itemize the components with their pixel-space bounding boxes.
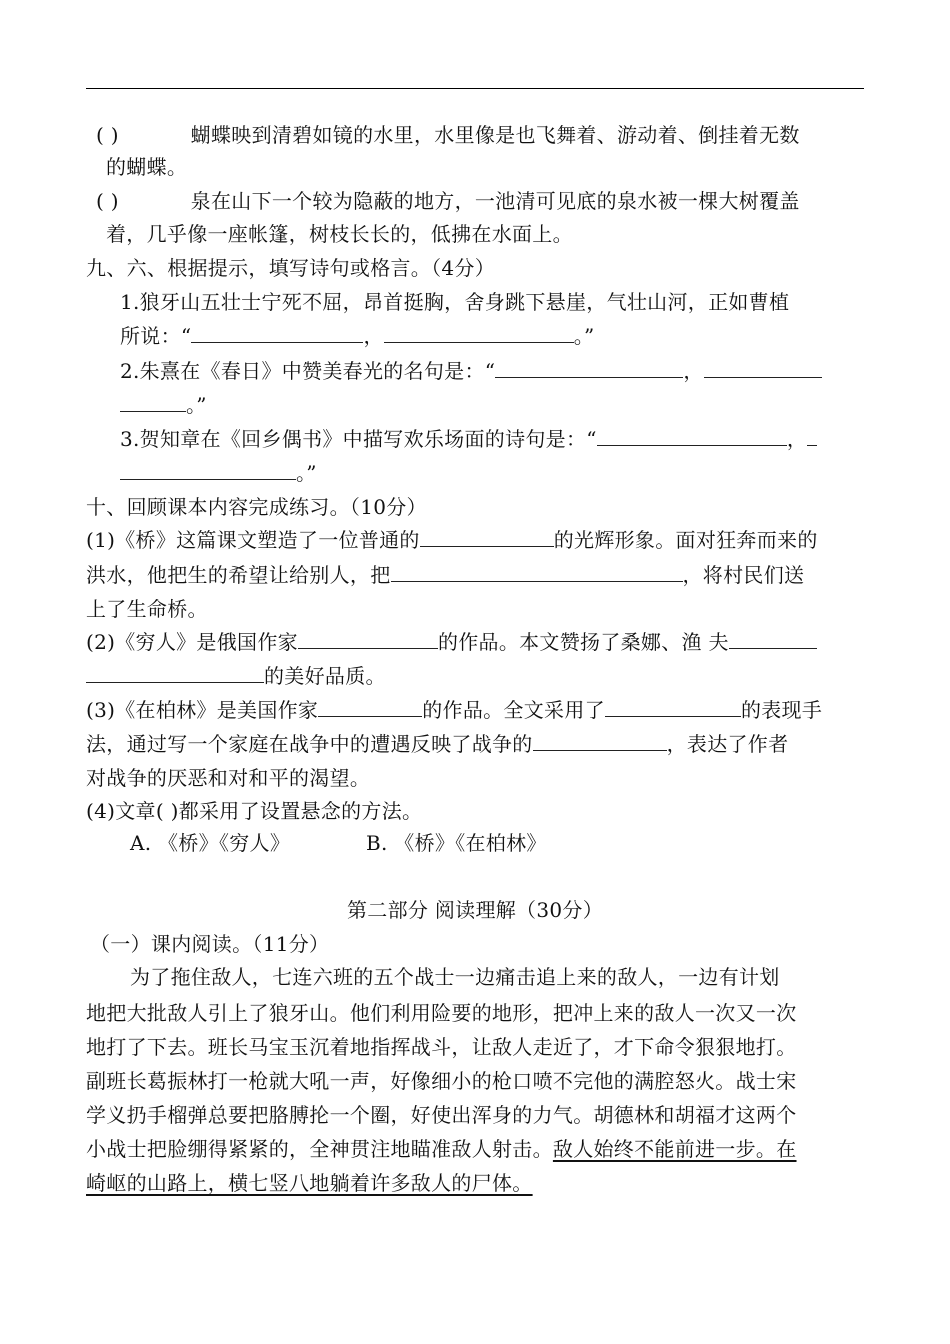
q9-item-1-line2 bbox=[120, 322, 595, 350]
q10-s3-line3: 对战争的厌恶和对和平的渴望。 bbox=[86, 766, 371, 790]
q10-s3-text: 的作品。全文采用了 bbox=[422, 698, 605, 722]
comma: ， bbox=[786, 427, 808, 451]
q9-item-3-prefix: 3.贺知章在《回乡偶书》中描写欢乐场面的诗句是：“ bbox=[120, 427, 597, 451]
answer-blank[interactable] bbox=[86, 662, 264, 683]
answer-paren: ( ) bbox=[96, 123, 119, 147]
q10-s3-text: ，表达了作者 bbox=[666, 732, 789, 756]
q10-s2 bbox=[86, 628, 817, 656]
option-a[interactable]: A. 《桥》《穷人》 bbox=[130, 831, 291, 855]
q10-s3-line2 bbox=[86, 730, 788, 758]
underlined-sentence: 敌人始终不能前进一步。在 bbox=[552, 1137, 797, 1161]
q9-item-2-line2 bbox=[120, 391, 207, 419]
answer-blank[interactable] bbox=[495, 357, 683, 378]
answer-blank[interactable] bbox=[729, 628, 817, 649]
q10-s3-text: (3)《在柏林》是美国作家 bbox=[86, 698, 319, 722]
q10-s2-text: 的作品。本文赞扬了桑娜、渔 夫 bbox=[437, 630, 729, 654]
close-quote: 。” bbox=[296, 461, 317, 485]
close-quote: 。” bbox=[573, 324, 595, 348]
q10-s2-text: (2)《穷人》是俄国作家 bbox=[86, 630, 298, 654]
q10-s3-text: 法，通过写一个家庭在战争中的遭遇反映了战争的 bbox=[86, 732, 533, 756]
underlined-sentence: 崎岖的山路上，横七竖八地躺着许多敌人的尸体。 bbox=[86, 1171, 533, 1195]
q9-item-1: 1.狼牙山五壮士宁死不屈，昂首挺胸，舍身跳下悬崖，气壮山河，正如曹植 bbox=[120, 290, 790, 314]
match-text: 蝴蝶映到清碧如镜的水里，水里像是也飞舞着、游动着、倒挂着无数 bbox=[190, 123, 800, 147]
answer-blank[interactable] bbox=[533, 730, 667, 751]
passage-line: 学义扔手榴弹总要把胳膊抡一个圈，好使出浑身的力气。胡德林和胡福才这两个 bbox=[86, 1103, 797, 1127]
q10-s1 bbox=[86, 526, 818, 554]
passage-line: 为了拖住敌人，七连六班的五个战士一边痛击追上来的敌人，一边有计划 bbox=[130, 965, 780, 989]
answer-blank[interactable] bbox=[391, 561, 683, 582]
q10-s4: (4)文章( )都采用了设置悬念的方法。 bbox=[86, 799, 423, 823]
q9-item-3-line2 bbox=[120, 459, 317, 487]
comma: ， bbox=[683, 359, 704, 383]
q10-s1-line2 bbox=[86, 561, 804, 589]
q9-item-1-prefix: 所说：“ bbox=[120, 324, 192, 348]
q10-heading: 十、回顾课本内容完成练习。（10分） bbox=[86, 495, 427, 519]
answer-blank[interactable] bbox=[318, 696, 422, 717]
answer-blank[interactable] bbox=[120, 459, 296, 480]
answer-blank[interactable] bbox=[605, 696, 741, 717]
answer-blank[interactable] bbox=[704, 357, 822, 378]
q10-s1-text: 洪水，他把生的希望让给别人，把 bbox=[86, 563, 391, 587]
q10-s1-text: ，将村民们送 bbox=[682, 563, 805, 587]
answer-blank[interactable] bbox=[298, 628, 438, 649]
match-row-1 bbox=[96, 121, 800, 149]
q10-s1-text: (1)《桥》这篇课文塑造了一位普通的 bbox=[86, 528, 420, 552]
section-heading: （一）课内阅读。（11分） bbox=[90, 932, 330, 956]
passage-line bbox=[86, 1135, 797, 1163]
answer-paren: ( ) bbox=[96, 189, 119, 213]
q10-s3 bbox=[86, 696, 822, 724]
answer-blank[interactable] bbox=[420, 526, 554, 547]
part2-title: 第二部分 阅读理解（30分） bbox=[346, 898, 603, 922]
match-text: 泉在山下一个较为隐蔽的地方，一池清可见底的泉水被一棵大树覆盖 bbox=[190, 189, 800, 213]
q10-s3-text: 的表现手 bbox=[740, 698, 823, 722]
answer-blank[interactable] bbox=[120, 391, 186, 412]
q9-item-2-prefix: 2.朱熹在《春日》中赞美春光的名句是：“ bbox=[120, 359, 496, 383]
answer-blank[interactable] bbox=[384, 322, 574, 343]
passage-text: 小战士把脸绷得紧紧的，全神贯注地瞄准敌人射击。 bbox=[86, 1137, 553, 1161]
option-b[interactable]: B. 《桥》《在柏林》 bbox=[366, 831, 547, 855]
q10-s2-line2 bbox=[86, 662, 386, 690]
match-row-1-cont: 的蝴蝶。 bbox=[106, 155, 188, 179]
q10-s2-text: 的美好品质。 bbox=[264, 664, 386, 688]
close-quote: 。” bbox=[186, 393, 207, 417]
passage-line: 副班长葛振林打一枪就大吼一声，好像细小的枪口喷不完他的满腔怒火。战士宋 bbox=[86, 1069, 797, 1093]
passage-line: 地打了下去。班长马宝玉沉着地指挥战斗，让敌人走近了，才下命令狠狠地打。 bbox=[86, 1035, 797, 1059]
passage-line: 地把大批敌人引上了狼牙山。他们利用险要的地形，把冲上来的敌人一次又一次 bbox=[86, 1001, 797, 1025]
match-row-2-cont: 着，几乎像一座帐篷，树枝长长的，低拂在水面上。 bbox=[106, 222, 573, 246]
q9-item-2 bbox=[120, 357, 822, 385]
q10-s1-text: 的光辉形象。面对狂奔而来的 bbox=[553, 528, 818, 552]
comma: ， bbox=[363, 324, 384, 348]
answer-blank[interactable] bbox=[597, 425, 787, 446]
q9-heading: 九、六、根据提示，填写诗句或格言。（4分） bbox=[86, 256, 496, 280]
q9-item-3 bbox=[120, 425, 817, 453]
answer-blank[interactable] bbox=[807, 425, 817, 446]
q10-s1-line3: 上了生命桥。 bbox=[86, 597, 208, 621]
top-rule bbox=[86, 88, 864, 89]
match-row-2 bbox=[96, 187, 800, 215]
answer-blank[interactable] bbox=[191, 322, 363, 343]
